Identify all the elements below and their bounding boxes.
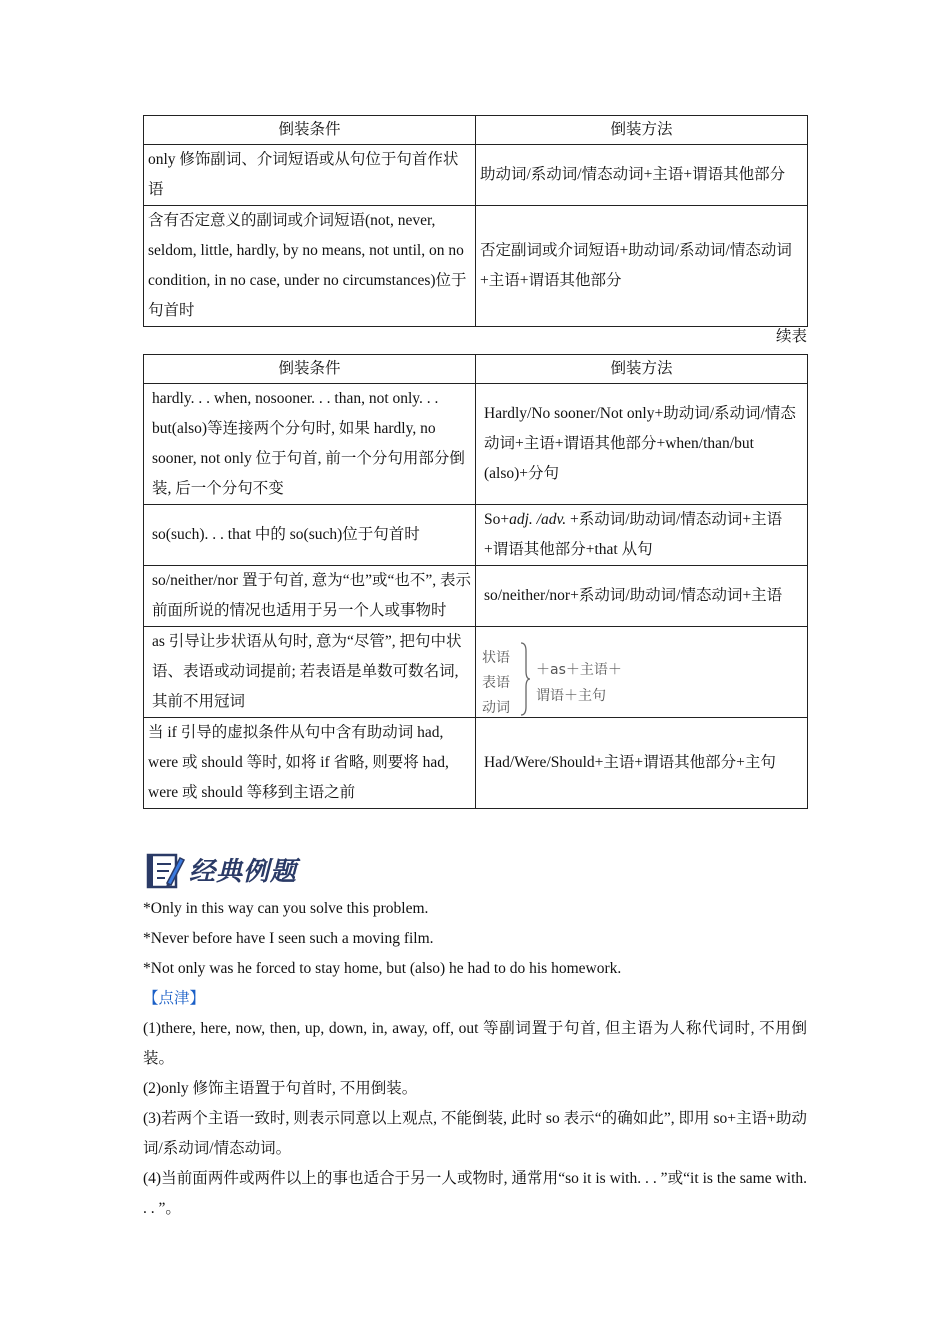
inversion-table-1 (143, 115, 808, 327)
method-cell: so/neither/nor+系动词/助动词/情态动词+主语 (476, 566, 808, 627)
method-cell-brace (476, 627, 808, 718)
so-method-italic: adj. /adv. (509, 511, 567, 528)
section-heading (143, 848, 343, 892)
table-row (144, 384, 808, 505)
example-sentence: *Only in this way can you solve this problem. (143, 900, 429, 917)
example-sentence: *Never before have I seen such a moving film. (143, 930, 434, 947)
method-cell: 否定副词或介词短语+助动词/系动词/情态动词+主语+谓语其他部分 (476, 206, 808, 327)
table-header-row (144, 355, 808, 384)
table-row (144, 627, 808, 718)
condition-cell: hardly. . . when, nosooner. . . than, not only. . . but(also)等连接两个分句时, 如果 hardly, no sooner, not only 位于句首, 前一个分句用部分倒装, 后一个分句不变 (144, 384, 476, 505)
method-cell: Had/Were/Should+主语+谓语其他部分+主句 (476, 718, 808, 809)
condition-cell: as 引导让步状语从句时, 意为“尽管”, 把句中状语、表语或动词提前; 若表语是单数可数名词, 其前不用冠词 (144, 627, 476, 718)
continued-label: 续表 (775, 328, 807, 345)
condition-cell: so(such). . . that 中的 so(such)位于句首时 (144, 505, 476, 566)
as-left-item: 表语 (482, 675, 510, 691)
note-item: (1)there, here, now, then, up, down, in, away, off, out 等副词置于句首, 但主语为人称代词时, 不用倒装。 (143, 1020, 807, 1067)
inversion-table-2 (143, 354, 808, 809)
note-item: (3)若两个主语一致时, 则表示同意以上观点, 不能倒装, 此时 so 表示“的确如此”, 即用 so+主语+助动词/系动词/情态动词。 (143, 1110, 807, 1157)
as-right-line: 谓语＋主句 (536, 688, 606, 704)
table-row (144, 206, 808, 327)
section-title: 经典例题 (189, 857, 298, 887)
condition-cell: so/neither/nor 置于句首, 意为“也”或“也不”, 表示前面所说的情况也适用于另一个人或事物时 (144, 566, 476, 627)
table-row (144, 718, 808, 809)
method-cell (476, 505, 808, 566)
curly-brace-icon (518, 641, 532, 717)
condition-cell: only 修饰副词、介词短语或从句位于句首作状语 (144, 145, 476, 206)
tip-label: 【点津】 (143, 990, 206, 1007)
method-cell: 助动词/系动词/情态动词+主语+谓语其他部分 (476, 145, 808, 206)
example-sentence: *Not only was he forced to stay home, but (also) he had to do his homework. (143, 960, 622, 977)
note-item: (2)only 修饰主语置于句首时, 不用倒装。 (143, 1080, 418, 1097)
so-method-prefix: So+ (484, 511, 510, 528)
table-header-row (144, 116, 808, 145)
header-method: 倒装方法 (476, 116, 808, 145)
note-item: (4)当前面两件或两件以上的事也适合于另一人或物时, 通常用“so it is with. . . ”或“it is the same with. . . ”。 (143, 1170, 807, 1217)
condition-cell: 当 if 引导的虚拟条件从句中含有助动词 had, were 或 should 等时, 如将 if 省略, 则要将 had, were 或 should 等移到主语之前 (144, 718, 476, 809)
method-cell: Hardly/No sooner/Not only+助动词/系动词/情态动词+主语+谓语其他部分+when/than/but (also)+分句 (476, 384, 808, 505)
table-row (144, 505, 808, 566)
so-method-suffix: +系动词/助动词/情态动词+主语+谓语其他部分+that 从句 (484, 511, 783, 558)
examples-block (143, 894, 807, 1224)
header-method: 倒装方法 (476, 355, 808, 384)
table-row (144, 566, 808, 627)
as-method-diagram (476, 627, 807, 717)
as-left-item: 状语 (482, 650, 510, 666)
condition-cell: 含有否定意义的副词或介词短语(not, never, seldom, little, hardly, by no means, not until, on no condition, in no case, under no circumstances)位于句首时 (144, 206, 476, 327)
header-condition: 倒装条件 (144, 116, 476, 145)
notebook-pen-icon (145, 850, 185, 890)
table-row (144, 145, 808, 206)
header-condition: 倒装条件 (144, 355, 476, 384)
as-right-line: ＋as＋主语＋ (536, 662, 622, 678)
as-left-item: 动词 (482, 700, 510, 716)
